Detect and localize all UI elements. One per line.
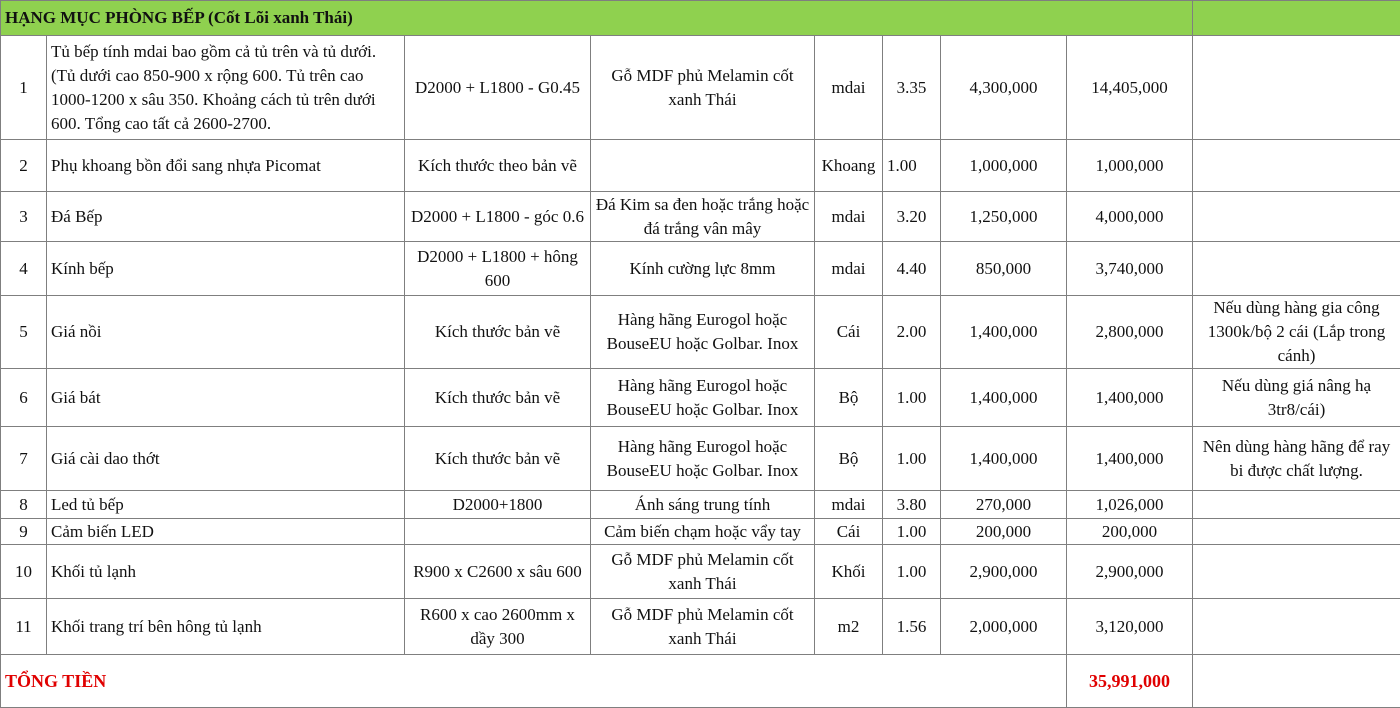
item-amount[interactable]: 4,000,000	[1067, 192, 1193, 242]
item-material[interactable]: Gỗ MDF phủ Melamin cốt xanh Thái	[591, 545, 815, 599]
item-quantity[interactable]: 3.35	[883, 36, 941, 140]
item-unit-price[interactable]: 2,000,000	[941, 599, 1067, 655]
table-row	[1, 491, 1400, 519]
header-note-cell[interactable]	[1193, 1, 1400, 36]
item-amount[interactable]: 200,000	[1067, 519, 1193, 545]
item-amount[interactable]: 1,400,000	[1067, 369, 1193, 427]
item-unit-price[interactable]: 1,400,000	[941, 427, 1067, 491]
item-amount[interactable]: 2,800,000	[1067, 296, 1193, 369]
section-title[interactable]: HẠNG MỤC PHÒNG BẾP (Cốt Lõi xanh Thái)	[1, 1, 1193, 36]
item-amount[interactable]: 14,405,000	[1067, 36, 1193, 140]
table-row	[1, 599, 1400, 655]
item-quantity[interactable]: 2.00	[883, 296, 941, 369]
table-row	[1, 140, 1400, 192]
item-unit[interactable]: mdai	[815, 242, 883, 296]
item-unit-price[interactable]: 1,400,000	[941, 369, 1067, 427]
item-unit-price[interactable]: 1,250,000	[941, 192, 1067, 242]
item-note[interactable]	[1193, 140, 1400, 192]
item-amount[interactable]: 3,740,000	[1067, 242, 1193, 296]
item-size[interactable]: D2000+1800	[405, 491, 591, 519]
item-unit[interactable]: Cái	[815, 296, 883, 369]
row-number[interactable]: 3	[1, 192, 47, 242]
total-value[interactable]: 35,991,000	[1067, 655, 1193, 708]
item-description[interactable]: Giá nồi	[47, 296, 405, 369]
item-material[interactable]: Cảm biến chạm hoặc vẩy tay	[591, 519, 815, 545]
item-note[interactable]: Nếu dùng hàng gia công 1300k/bộ 2 cái (Lắp trong cánh)	[1193, 296, 1400, 369]
item-material[interactable]: Đá Kim sa đen hoặc trắng hoặc đá trắng vân mây	[591, 192, 815, 242]
item-note[interactable]	[1193, 192, 1400, 242]
item-amount[interactable]: 1,026,000	[1067, 491, 1193, 519]
item-description[interactable]: Cảm biến LED	[47, 519, 405, 545]
item-unit[interactable]: mdai	[815, 192, 883, 242]
item-material[interactable]: Hàng hãng Eurogol hoặc BouseEU hoặc Golbar. Inox	[591, 369, 815, 427]
item-description[interactable]: Giá cài dao thớt	[47, 427, 405, 491]
item-quantity[interactable]: 1.56	[883, 599, 941, 655]
table-row	[1, 519, 1400, 545]
item-unit[interactable]: Cái	[815, 519, 883, 545]
row-number[interactable]: 8	[1, 491, 47, 519]
item-amount[interactable]: 1,400,000	[1067, 427, 1193, 491]
item-amount[interactable]: 2,900,000	[1067, 545, 1193, 599]
item-quantity[interactable]: 1.00	[883, 427, 941, 491]
row-number[interactable]: 5	[1, 296, 47, 369]
item-unit-price[interactable]: 1,000,000	[941, 140, 1067, 192]
row-number[interactable]: 4	[1, 242, 47, 296]
item-unit-price[interactable]: 4,300,000	[941, 36, 1067, 140]
item-material[interactable]: Kính cường lực 8mm	[591, 242, 815, 296]
item-size[interactable]: Kích thước theo bản vẽ	[405, 140, 591, 192]
item-size[interactable]	[405, 519, 591, 545]
item-description[interactable]: Phụ khoang bồn đổi sang nhựa Picomat	[47, 140, 405, 192]
row-number[interactable]: 2	[1, 140, 47, 192]
item-size[interactable]: R600 x cao 2600mm x dầy 300	[405, 599, 591, 655]
item-note[interactable]	[1193, 599, 1400, 655]
item-amount[interactable]: 3,120,000	[1067, 599, 1193, 655]
item-unit[interactable]: Khối	[815, 545, 883, 599]
item-description[interactable]: Kính bếp	[47, 242, 405, 296]
item-unit[interactable]: Khoang	[815, 140, 883, 192]
table-row	[1, 242, 1400, 296]
row-number[interactable]: 10	[1, 545, 47, 599]
item-quantity[interactable]: 4.40	[883, 242, 941, 296]
row-number[interactable]: 11	[1, 599, 47, 655]
item-note[interactable]: Nên dùng hàng hãng để ray bi được chất lượng.	[1193, 427, 1400, 491]
section-header-row	[1, 1, 1400, 36]
item-quantity[interactable]: 1.00	[883, 545, 941, 599]
item-size[interactable]: R900 x C2600 x sâu 600	[405, 545, 591, 599]
item-quantity[interactable]: 3.80	[883, 491, 941, 519]
table-row	[1, 545, 1400, 599]
item-quantity[interactable]: 3.20	[883, 192, 941, 242]
item-unit[interactable]: mdai	[815, 491, 883, 519]
item-size[interactable]: D2000 + L1800 + hông 600	[405, 242, 591, 296]
item-size[interactable]: D2000 + L1800 - góc 0.6	[405, 192, 591, 242]
item-note[interactable]	[1193, 519, 1400, 545]
item-quantity[interactable]: 1.00	[883, 369, 941, 427]
item-material[interactable]: Hàng hãng Eurogol hoặc BouseEU hoặc Golbar. Inox	[591, 427, 815, 491]
item-unit[interactable]: m2	[815, 599, 883, 655]
item-material[interactable]: Gỗ MDF phủ Melamin cốt xanh Thái	[591, 599, 815, 655]
table-row	[1, 369, 1400, 427]
item-note[interactable]	[1193, 36, 1400, 140]
total-label[interactable]: TỔNG TIỀN	[1, 655, 1067, 708]
table-row	[1, 192, 1400, 242]
item-size[interactable]: D2000 + L1800 - G0.45	[405, 36, 591, 140]
item-material[interactable]: Gỗ MDF phủ Melamin cốt xanh Thái	[591, 36, 815, 140]
item-note[interactable]: Nếu dùng giá nâng hạ 3tr8/cái)	[1193, 369, 1400, 427]
item-material[interactable]: Hàng hãng Eurogol hoặc BouseEU hoặc Golbar. Inox	[591, 296, 815, 369]
row-number[interactable]: 7	[1, 427, 47, 491]
item-note[interactable]	[1193, 545, 1400, 599]
item-amount[interactable]: 1,000,000	[1067, 140, 1193, 192]
row-number[interactable]: 9	[1, 519, 47, 545]
item-quantity[interactable]: 1.00	[883, 519, 941, 545]
item-unit-price[interactable]: 270,000	[941, 491, 1067, 519]
row-number[interactable]: 6	[1, 369, 47, 427]
row-number[interactable]: 1	[1, 36, 47, 140]
item-description[interactable]: Led tủ bếp	[47, 491, 405, 519]
item-unit-price[interactable]: 1,400,000	[941, 296, 1067, 369]
item-size[interactable]: Kích thước bản vẽ	[405, 427, 591, 491]
item-description[interactable]: Tủ bếp tính mdai bao gồm cả tủ trên và tủ dưới. (Tủ dưới cao 850-900 x rộng 600. Tủ trên cao 1000-1200 x sâu 350. Khoảng cách tủ trên dưới 600. Tổng cao tất cả 2600-2700.	[47, 36, 405, 140]
item-description[interactable]: Khối trang trí bên hông tủ lạnh	[47, 599, 405, 655]
table-row	[1, 36, 1400, 140]
item-size[interactable]: Kích thước bản vẽ	[405, 296, 591, 369]
item-unit[interactable]: mdai	[815, 36, 883, 140]
item-note[interactable]	[1193, 242, 1400, 296]
item-unit[interactable]: Bộ	[815, 427, 883, 491]
table-row	[1, 427, 1400, 491]
item-material[interactable]: Ánh sáng trung tính	[591, 491, 815, 519]
item-material[interactable]	[591, 140, 815, 192]
item-note[interactable]	[1193, 491, 1400, 519]
item-unit-price[interactable]: 2,900,000	[941, 545, 1067, 599]
item-unit-price[interactable]: 200,000	[941, 519, 1067, 545]
table-row	[1, 296, 1400, 369]
item-unit-price[interactable]: 850,000	[941, 242, 1067, 296]
item-description[interactable]: Khối tủ lạnh	[47, 545, 405, 599]
item-quantity[interactable]: 1.00	[883, 140, 941, 192]
item-unit[interactable]: Bộ	[815, 369, 883, 427]
item-description[interactable]: Đá Bếp	[47, 192, 405, 242]
total-note-cell[interactable]	[1193, 655, 1400, 708]
item-description[interactable]: Giá bát	[47, 369, 405, 427]
total-row	[1, 655, 1400, 708]
item-size[interactable]: Kích thước bản vẽ	[405, 369, 591, 427]
